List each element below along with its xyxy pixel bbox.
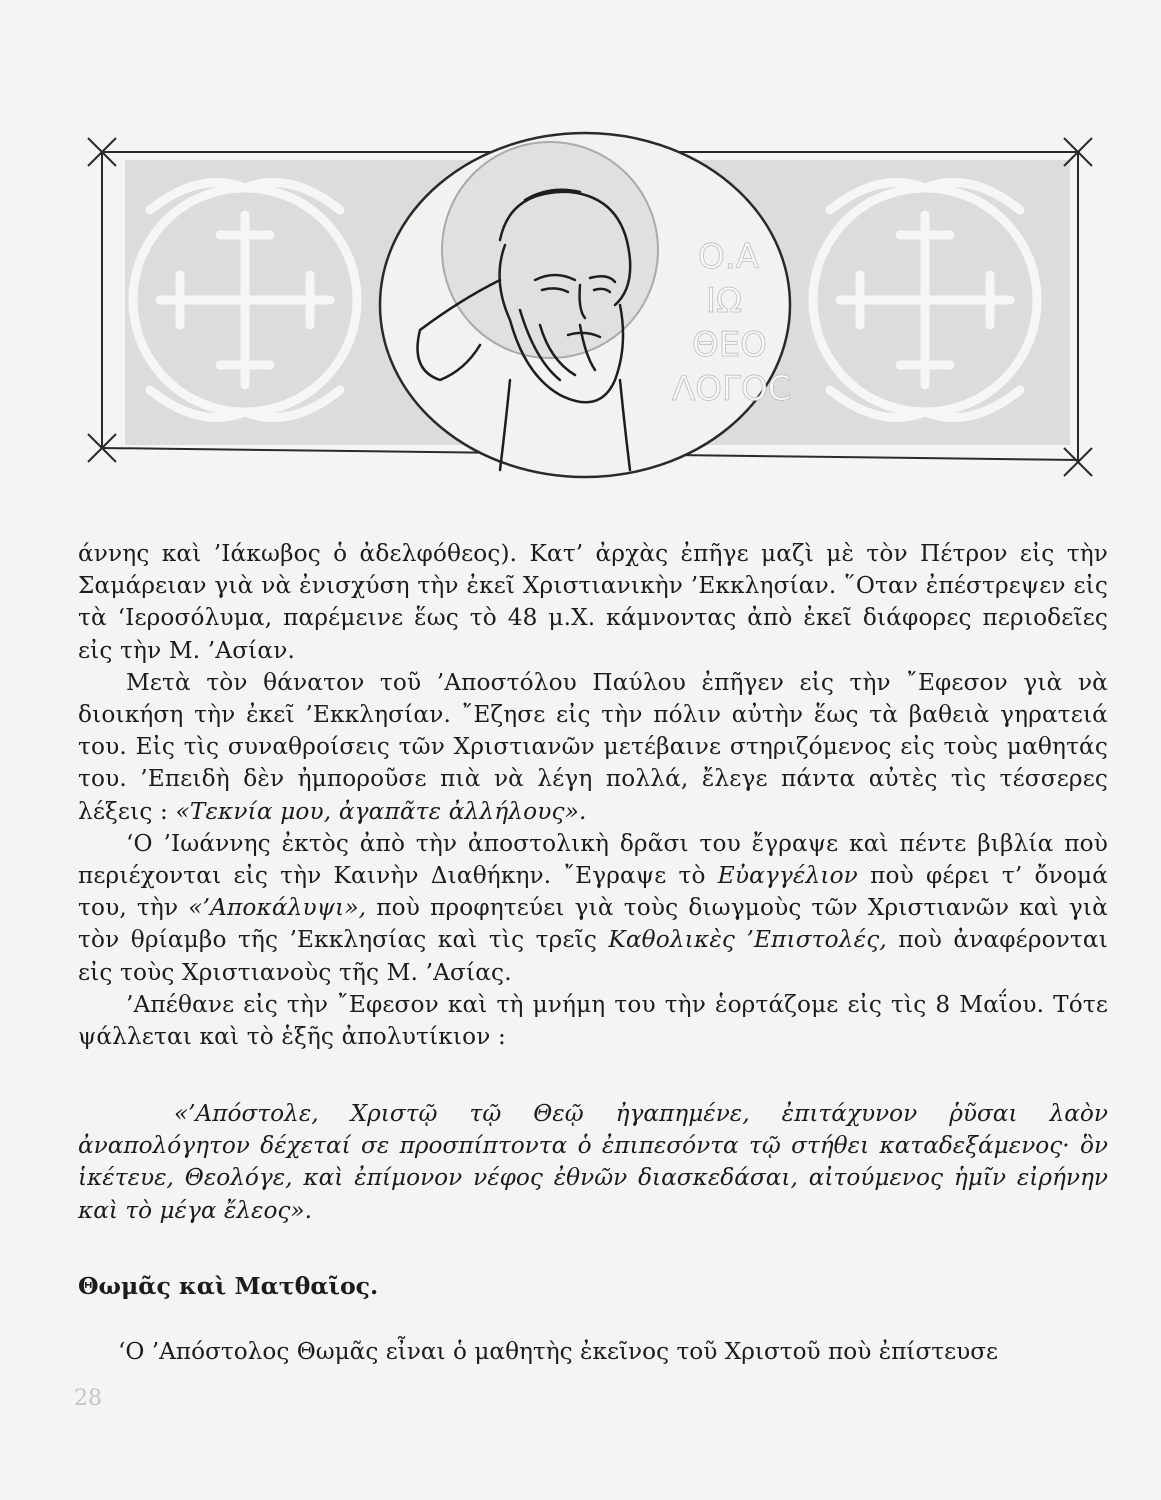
paragraph-text: ‘Ο ’Ιωάννης ἐκτὸς ἀπὸ τὴν ἀποστολικὴ δρᾶσι του ἔγραψε καὶ πέντε βιβλία ποὺ περιέχονται εἰς τὴν Καινὴν Διαθήκην. ῎Εγραψε τὸ xyxy=(78,829,1108,890)
quote: «Τεκνία μου, ἀγαπᾶτε ἀλλήλους». xyxy=(175,797,587,825)
page-number: 28 xyxy=(74,1386,102,1411)
section-heading: Θωμᾶς καὶ Ματθαῖος. xyxy=(78,1272,379,1300)
body-text xyxy=(78,538,1108,1053)
paragraph: ’Απέθανε εἰς τὴν ῎Εφεσον καὶ τὴ μνήμη του τὴν ἑορτάζομε εἰς τὶς 8 Μαΐου. Τότε ψάλλεται καὶ τὸ ἑξῆς ἀπολυτίκιον : xyxy=(78,990,1108,1051)
halo xyxy=(442,142,658,358)
paragraph xyxy=(78,828,1108,989)
inscription-line-1: Ο.Α xyxy=(698,237,759,277)
book-title: «’Αποκάλυψι», xyxy=(188,894,367,922)
book-title: Εὐαγγέλιον xyxy=(717,862,858,890)
paragraph: ‘Ο ’Απόστολος Θωμᾶς εἶναι ὁ μαθητὴς ἐκεῖνος τοῦ Χριστοῦ ποὺ ἐπίστευσε xyxy=(118,1338,999,1365)
right-cross-ornament-icon xyxy=(813,182,1037,417)
paragraph-text: ποὺ προφητεύει γιὰ τοὺς διωγμοὺς τῶν Χριστιανῶν καὶ γιὰ τὸν θρίαμβο τῆς ’Εκκλησίας καὶ τὶς τρεῖς xyxy=(78,894,1108,954)
inscription-line-2: ΙΩ xyxy=(706,281,743,321)
paragraph-text: ποὺ ἀναφέρονται εἰς τοὺς Χριστιανοὺς τῆς Μ. ’Ασίας. xyxy=(78,926,1108,986)
inscription-line-4: ΛΟΓΟϹ xyxy=(672,369,792,409)
paragraph-text: Μετὰ τὸν θάνατον τοῦ ’Αποστόλου Παύλου ἐπῆγεν εἰς τὴν ῎Εφεσον γιὰ νὰ διοικήση τὴν ἐκεῖ ’Εκκλησίαν. ῎Εζησε εἰς τὴν πόλιν αὐτὴν ἕως τὰ βαθειὰ γηρατειά του. Εἰς τὶς συναθροίσεις τῶν Χριστιανῶν μετέβαινε στηριζόμενος εἰς τοὺς μαθητάς του. ’Επειδὴ δὲν ἠμποροῦσε πιὰ νὰ λέγη πολλά, ἔλεγε πάντα αὐτὲς τὶς τέσσερες λέξεις : xyxy=(78,668,1108,825)
hymn-quote: «’Απόστολε, Χριστῷ τῷ Θεῷ ἠγαπημένε, ἐπιτάχυνον ῥῦσαι λαὸν ἀναπολόγητον δέχεταί σε προσπίπτοντα ὁ ἐπιπεσόντα τῷ στήθει καταδεξάμενος· ὃν ἱκέτευε, Θεολόγε, καὶ ἐπίμονον νέφος ἐθνῶν διασκεδάσαι, αἰτούμενος ἡμῖν εἰρήνην καὶ τὸ μέγα ἔλεος». xyxy=(78,1100,1108,1224)
book-title: Καθολικὲς ’Επιστολές, xyxy=(608,926,887,954)
paragraph xyxy=(78,667,1108,828)
paragraph: άννης καὶ ’Ιάκωβος ὁ ἀδελφόθεος). Κατ’ ἀρχὰς ἐπῆγε μαζὶ μὲ τὸν Πέτρον εἰς τὴν Σαμάρειαν γιὰ νὰ ἐνισχύση τὴν ἐκεῖ Χριστιανικὴν ’Εκκλησίαν. ῞Οταν ἐπέστρεψεν εἰς τὰ ‘Ιεροσόλυμα, παρέμεινε ἕως τὸ 48 μ.Χ. κάμνοντας ἀπὸ ἐκεῖ διάφορες περιοδεῖες εἰς τὴν Μ. ’Ασίαν. xyxy=(78,540,1108,664)
paragraph-text: ποὺ φέρει τ’ ὄνομά του, τὴν xyxy=(78,862,1108,922)
left-cross-ornament-icon xyxy=(133,182,357,417)
header-illustration xyxy=(80,130,1100,490)
inscription-line-3: ΘΕΟ xyxy=(692,325,768,365)
